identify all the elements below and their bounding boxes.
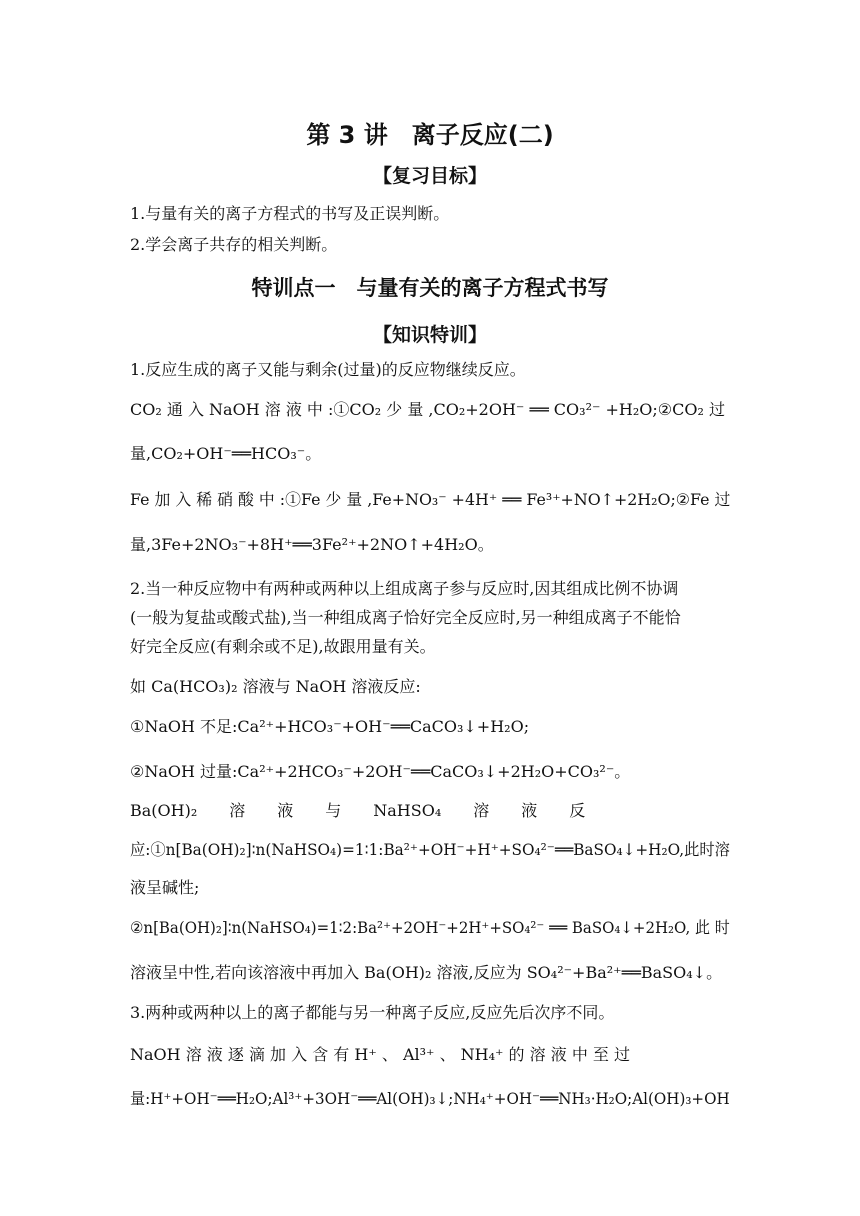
page-title: 第 3 讲 离子反应(二) — [306, 121, 554, 149]
body-line: ②n[Ba(OH)₂]∶n(NaHSO₄)=1∶2:Ba²⁺+2OH⁻+2H⁺+SO₄²⁻ ══ BaSO₄↓+2H₂O, 此 时 — [130, 918, 730, 937]
body-line: Ba(OH)₂ 溶 液 与 NaHSO₄ 溶 液 反 — [130, 801, 586, 820]
body-line: (一般为复盐或酸式盐),当一种组成离子恰好完全反应时,另一种组成离子不能恰 — [130, 608, 681, 627]
body-line: ①NaOH 不足:Ca²⁺+HCO₃⁻+OH⁻══CaCO₃↓+H₂O; — [130, 717, 530, 736]
body-line: 2.当一种反应物中有两种或两种以上组成离子参与反应时,因其组成比例不协调 — [130, 579, 679, 598]
body-line: 量:H⁺+OH⁻══H₂O;Al³⁺+3OH⁻══Al(OH)₃↓;NH₄⁺+OH⁻══NH₃·H₂O;Al(OH)₃+OH — [130, 1089, 730, 1108]
body-line: ②NaOH 过量:Ca²⁺+2HCO₃⁻+2OH⁻══CaCO₃↓+2H₂O+CO₃²⁻。 — [130, 762, 631, 781]
body-line: 好完全反应(有剩余或不足),故跟用量有关。 — [130, 637, 436, 656]
section-heading: 特训点一 与量有关的离子方程式书写 — [251, 276, 609, 300]
body-line: 应:①n[Ba(OH)₂]∶n(NaHSO₄)=1∶1:Ba²⁺+OH⁻+H⁺+SO₄²⁻══BaSO₄↓+H₂O,此时溶 — [130, 840, 730, 859]
body-line: CO₂ 通 入 NaOH 溶 液 中 :①CO₂ 少 量 ,CO₂+2OH⁻ ══ CO₃²⁻ +H₂O;②CO₂ 过 — [130, 400, 726, 419]
body-line: 如 Ca(HCO₃)₂ 溶液与 NaOH 溶液反应: — [130, 677, 421, 696]
objective-1: 1.与量有关的离子方程式的书写及正误判断。 — [130, 204, 450, 223]
body-line: 溶液呈中性,若向该溶液中再加入 Ba(OH)₂ 溶液,反应为 SO₄²⁻+Ba²⁺══BaSO₄↓。 — [130, 963, 723, 982]
body-line: Fe 加 入 稀 硝 酸 中 :①Fe 少 量 ,Fe+NO₃⁻ +4H⁺ ══ Fe³⁺+NO↑+2H₂O;②Fe 过 — [130, 490, 731, 509]
body-line: 量,CO₂+OH⁻══HCO₃⁻。 — [130, 444, 322, 463]
body-line: 液呈碱性; — [130, 878, 200, 897]
body-line: NaOH 溶 液 逐 滴 加 入 含 有 H⁺ 、 Al³⁺ 、 NH₄⁺ 的 溶 液 中 至 过 — [130, 1045, 630, 1064]
training-heading: 【知识特训】 — [372, 324, 487, 346]
body-line: 3.两种或两种以上的离子都能与另一种离子反应,反应先后次序不同。 — [130, 1003, 615, 1022]
body-line: 1.反应生成的离子又能与剩余(过量)的反应物继续反应。 — [130, 360, 526, 379]
review-heading: 【复习目标】 — [372, 165, 487, 187]
body-line: 量,3Fe+2NO₃⁻+8H⁺══3Fe²⁺+2NO↑+4H₂O。 — [130, 535, 494, 554]
objective-2: 2.学会离子共存的相关判断。 — [130, 235, 338, 254]
